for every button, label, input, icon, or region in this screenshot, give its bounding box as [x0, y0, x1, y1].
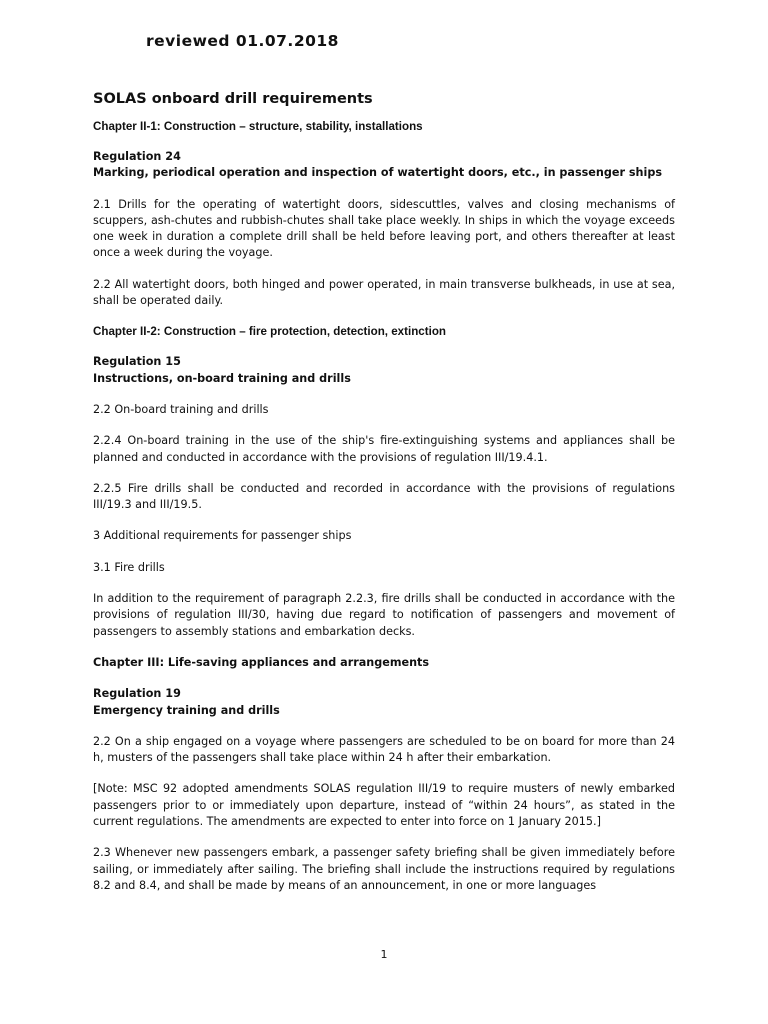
note-paragraph: [Note: MSC 92 adopted amendments SOLAS regulation III/19 to require musters of newly embarked passengers prior to or immediately upon departure, instead of “within 24 hours”, as stated in the current regulations. The amendments are expected to enter into force on 1 January 2015.] [93, 782, 675, 829]
paragraph-2-1: 2.1 Drills for the operating of watertight doors, sidescuttles, valves and closing mechanisms of scuppers, ash-chutes and rubbish-chutes shall take place weekly. In ships in which the voyage exceeds one week in duration a complete drill shall be held before leaving port, and others thereafter at least once a week during the voyage. [93, 197, 675, 260]
page-number: 1 [380, 948, 388, 961]
regulation-15-label: Regulation 15 [93, 355, 181, 369]
chapter-ii1-heading: Chapter II-1: Construction – structure, stability, installations [93, 120, 423, 133]
paragraph-iii-2-2: 2.2 On a ship engaged on a voyage where passengers are scheduled to be on board for more than 24 h, musters of the passengers shall take place within 24 h after their embarkation. [93, 734, 675, 765]
paragraph-2-2: 2.2 All watertight doors, both hinged and power operated, in main transverse bulkheads, in use at sea, shall be operated daily. [93, 277, 675, 308]
paragraph-2-2-5: 2.2.5 Fire drills shall be conducted and recorded in accordance with the provisions of regulations III/19.3 and III/19.5. [93, 481, 675, 512]
subsection-2-2: 2.2 On-board training and drills [93, 402, 269, 416]
regulation-19-label: Regulation 19 [93, 687, 181, 701]
document-title: SOLAS onboard drill requirements [93, 91, 373, 107]
subsection-3-1: 3.1 Fire drills [93, 560, 165, 574]
regulation-19-title: Emergency training and drills [93, 703, 280, 717]
chapter-ii2-heading: Chapter II-2: Construction – fire protection, detection, extinction [93, 325, 446, 339]
paragraph-iii-2-3: 2.3 Whenever new passengers embark, a passenger safety briefing shall be given immediately before sailing, or immediately after sailing. The briefing shall include the instructions required by regulations 8.2 and 8.4, and shall be made by means of an announcement, in one or more languages [93, 846, 675, 892]
paragraph-2-2-4: 2.2.4 On-board training in the use of the ship's fire-extinguishing systems and appliances shall be planned and conducted in accordance with the provisions of regulation III/19.4.1. [93, 434, 675, 464]
document-body [93, 88, 675, 894]
regulation-24-label: Regulation 24 [93, 150, 181, 163]
reviewed-date: reviewed 01.07.2018 [146, 32, 339, 50]
paragraph-3-1: In addition to the requirement of paragraph 2.2.3, fire drills shall be conducted in accordance with the provisions of regulation III/30, having due regard to notification of passengers and movement of passengers to assembly stations and embarkation decks. [93, 592, 675, 638]
regulation-15-title: Instructions, on-board training and drills [93, 371, 351, 385]
chapter-iii-heading: Chapter III: Life-saving appliances and arrangements [93, 655, 430, 669]
regulation-24-title: Marking, periodical operation and inspection of watertight doors, etc., in passenger ships [93, 166, 662, 180]
subsection-3: 3 Additional requirements for passenger ships [93, 529, 352, 543]
